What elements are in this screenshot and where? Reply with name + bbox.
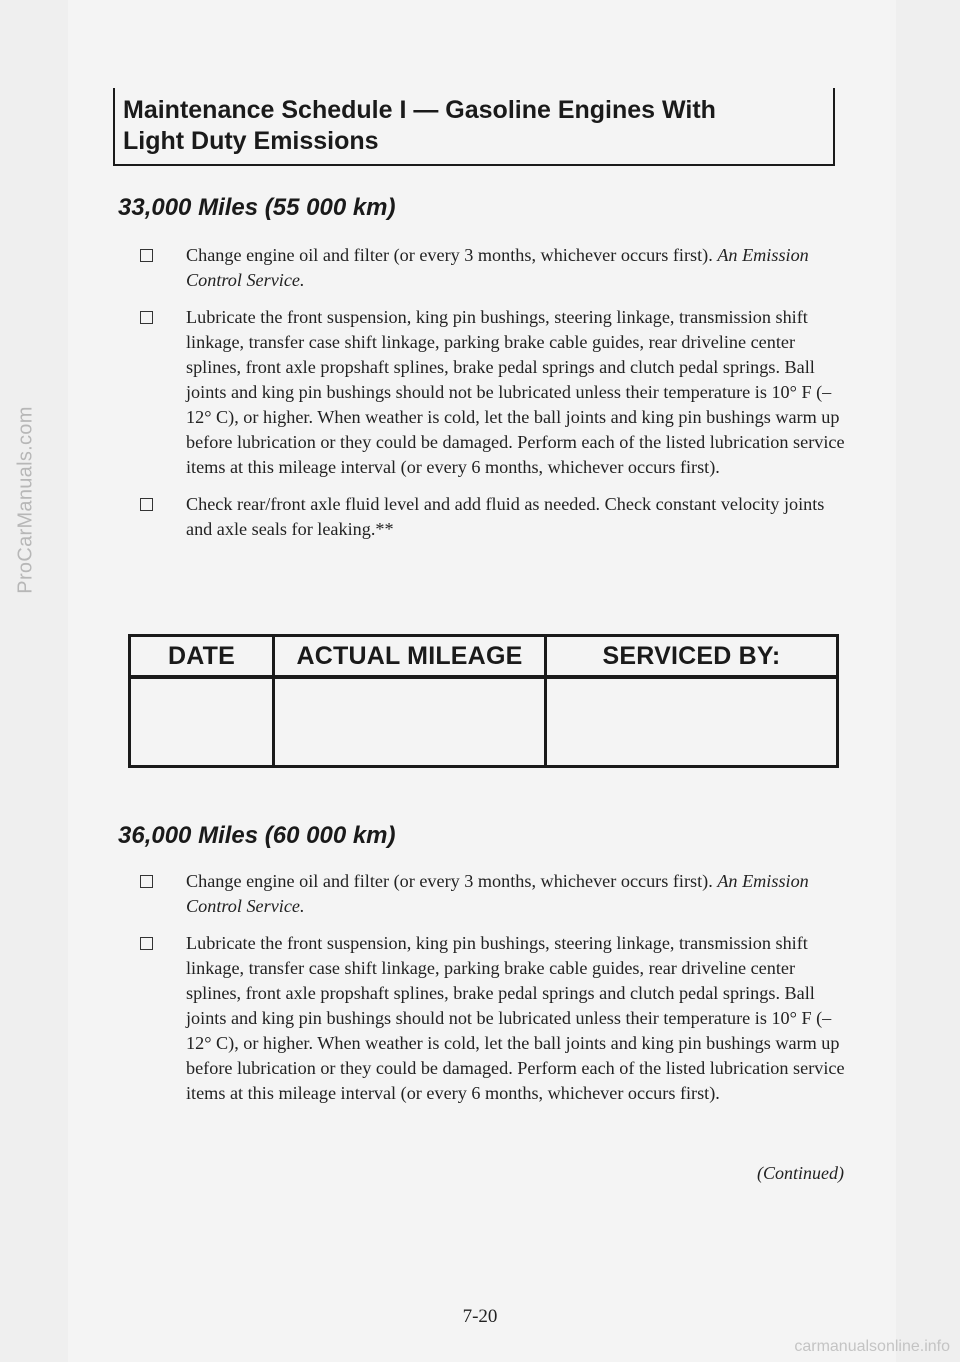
list-item [128,492,848,542]
list-item [128,931,848,1106]
column-header-date: DATE [130,636,274,678]
table-row [130,677,838,767]
item-text: Change engine oil and filter (or every 3 months, whichever occurs first). [186,871,713,891]
service-record-table [128,634,839,768]
column-header-actual-mileage: ACTUAL MILEAGE [274,636,546,678]
serviced-by-cell [546,677,838,767]
side-watermark-text: ProCarManuals.com [14,406,37,594]
item-note: An Emission Control Service. [186,871,809,916]
checkbox-icon [140,498,153,511]
checkbox-icon [140,875,153,888]
bottom-watermark: carmanualsonline.info [794,1338,950,1355]
page-title [123,95,833,157]
title-line-2: Light Duty Emissions [123,127,379,155]
item-text: Check rear/front axle fluid level and add fluid as needed. Check constant velocity joints and axle seals for leaking.** [186,494,825,539]
actual-mileage-cell [274,677,546,767]
checkbox-icon [140,937,153,950]
continued-note: (Continued) [757,1163,844,1183]
column-header-serviced-by: SERVICED BY: [546,636,838,678]
item-text: Change engine oil and filter (or every 3 months, whichever occurs first). [186,245,713,265]
checkbox-icon [140,249,153,262]
table-header-row [130,636,838,678]
checkbox-icon [140,311,153,324]
schedule-header [113,88,835,166]
checklist-33000 [128,243,848,554]
section-title-33000: 33,000 Miles (55 000 km) [118,194,396,221]
page-number: 7-20 [462,1306,498,1327]
item-text: Lubricate the front suspension, king pin bushings, steering linkage, transmission shift linkage, transfer case shift linkage, parking brake cable guides, rear driveline center splines, front axle propshaft splines, brake pedal springs and clutch pedal springs. Ball joints and king pin bushings should not be lubricated unless their temperature is 10° F (–12° C), or higher. When weather is cold, let the ball joints and king pin bushings warm up before lubrication or they could be damaged. Perform each of the listed lubrication service items at this mileage interval (or every 6 months, whichever occurs first). [186,307,845,477]
section-title-36000: 36,000 Miles (60 000 km) [118,822,396,849]
list-item [128,243,848,293]
list-item [128,869,848,919]
list-item [128,305,848,480]
checklist-36000 [128,869,848,1118]
item-note: An Emission Control Service. [186,245,809,290]
side-watermark [6,0,46,1362]
item-text: Lubricate the front suspension, king pin bushings, steering linkage, transmission shift linkage, transfer case shift linkage, parking brake cable guides, rear driveline center splines, front axle propshaft splines, brake pedal springs and clutch pedal springs. Ball joints and king pin bushings should not be lubricated unless their temperature is 10° F (–12° C), or higher. When weather is cold, let the ball joints and king pin bushings warm up before lubrication or they could be damaged. Perform each of the listed lubrication service items at this mileage interval (or every 6 months, whichever occurs first). [186,933,845,1103]
title-line-1: Maintenance Schedule I — Gasoline Engines With [123,96,716,124]
date-cell [130,677,274,767]
